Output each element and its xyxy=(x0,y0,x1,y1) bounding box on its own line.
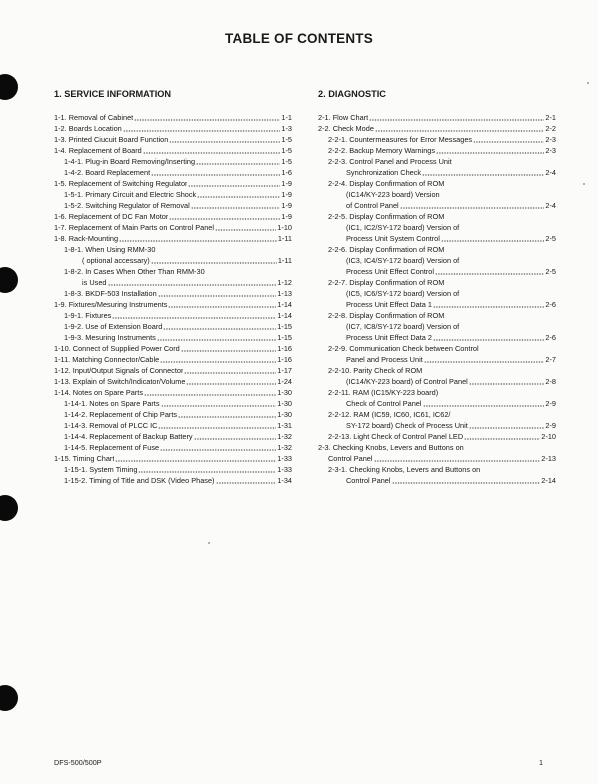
punch-hole xyxy=(0,495,18,521)
dot-leader xyxy=(178,416,276,418)
toc-entry-line[interactable]: 2-2-11. RAM (IC15/KY-223 board) xyxy=(328,388,439,397)
toc-entry[interactable] xyxy=(318,398,556,409)
toc-entry-page: 2-9 xyxy=(545,421,556,430)
toc-entry[interactable] xyxy=(318,112,556,123)
toc-entry[interactable] xyxy=(318,332,556,343)
toc-entry-label: 1-4. Replacement of Board xyxy=(54,146,142,155)
dot-leader xyxy=(115,460,276,462)
toc-entry-page: 1-9 xyxy=(281,190,292,199)
footer-page-number: 1 xyxy=(539,758,543,767)
dot-leader xyxy=(163,328,276,330)
toc-entry[interactable] xyxy=(54,442,292,453)
toc-entry[interactable] xyxy=(54,387,292,398)
dot-leader xyxy=(422,174,544,176)
toc-entry-page: 2-7 xyxy=(545,355,556,364)
toc-entry[interactable] xyxy=(54,321,292,332)
toc-entry[interactable] xyxy=(54,134,292,145)
toc-entry-line[interactable]: (IC1, IC2/SY-172 board) Version of xyxy=(346,223,460,232)
toc-entry-label: 1-14-2. Replacement of Chip Parts xyxy=(64,410,178,419)
toc-entry[interactable] xyxy=(318,376,556,387)
toc-entry-label: 1-14-1. Notes on Spare Parts xyxy=(64,399,160,408)
toc-entry[interactable] xyxy=(318,453,556,464)
toc-entry-label: Process Unit Effect Control xyxy=(346,267,435,276)
dot-leader xyxy=(158,295,277,297)
toc-entry-label: 1-5-2. Switching Regulator of Removal xyxy=(64,201,190,210)
dot-leader xyxy=(400,207,545,209)
dot-leader xyxy=(197,196,280,198)
toc-entry-page: 1-15 xyxy=(277,333,292,342)
toc-entry[interactable] xyxy=(54,343,292,354)
toc-entry-label: 1-5. Replacement of Switching Regulator xyxy=(54,179,188,188)
dot-leader xyxy=(464,438,540,440)
toc-entry-page: 1-30 xyxy=(277,399,292,408)
toc-entry-page: 1-17 xyxy=(277,366,292,375)
toc-entry-page: 1-12 xyxy=(277,278,292,287)
toc-entry[interactable] xyxy=(54,233,292,244)
toc-entry-label: Control Panel xyxy=(328,454,373,463)
toc-entry-line[interactable]: 2-2-10. Parity Check of ROM xyxy=(328,366,423,375)
dot-leader xyxy=(191,207,281,209)
toc-entry-page: 2-5 xyxy=(545,267,556,276)
dot-leader xyxy=(374,460,541,462)
dot-leader xyxy=(119,240,277,242)
dot-leader xyxy=(441,240,545,242)
toc-entry[interactable] xyxy=(54,255,292,266)
toc-entry-page: 1-15 xyxy=(277,322,292,331)
toc-entry[interactable] xyxy=(54,420,292,431)
toc-entry-label: 1-3. Printed Ciucuit Board Function xyxy=(54,135,169,144)
toc-entry-page: 2-4 xyxy=(545,168,556,177)
toc-entry-label: 1-9-3. Mesuring Instruments xyxy=(64,333,156,342)
toc-entry-label: 1-13. Explain of Switch/Indicator/Volume xyxy=(54,377,186,386)
toc-entry-page: 1-16 xyxy=(277,355,292,364)
toc-entry-page: 1-5 xyxy=(281,135,292,144)
toc-entry-label: Synchronization Check xyxy=(346,168,422,177)
toc-entry[interactable] xyxy=(54,167,292,178)
scan-speck xyxy=(583,183,585,185)
toc-entry-label: 1-14-4. Replacement of Backup Battery xyxy=(64,432,193,441)
toc-column-diagnostic xyxy=(318,88,556,486)
toc-entry[interactable] xyxy=(54,123,292,134)
toc-entry[interactable] xyxy=(318,123,556,134)
dot-leader xyxy=(160,361,276,363)
toc-entry-label: 1-2. Boards Location xyxy=(54,124,122,133)
dot-leader xyxy=(469,383,545,385)
toc-entry[interactable] xyxy=(318,475,556,486)
toc-entry-page: 1-34 xyxy=(277,476,292,485)
toc-entry-page: 1-9 xyxy=(281,212,292,221)
dot-leader xyxy=(469,427,545,429)
toc-entry-label: 1-4-1. Plug-in Board Removing/Inserting xyxy=(64,157,196,166)
toc-entry-line[interactable]: (IC14/KY-223 board) Version xyxy=(346,190,440,199)
toc-entry[interactable] xyxy=(54,211,292,222)
toc-entry-page: 1-5 xyxy=(281,146,292,155)
dot-leader xyxy=(435,273,544,275)
dot-leader xyxy=(144,394,276,396)
toc-entry-page: 1-9 xyxy=(281,201,292,210)
toc-entry-page: 1-3 xyxy=(281,124,292,133)
toc-entry-label: 1-6. Replacement of DC Fan Motor xyxy=(54,212,169,221)
dot-leader xyxy=(436,152,544,154)
toc-entry-line[interactable]: 2-3-1. Checking Knobs, Levers and Buttons on xyxy=(328,465,481,474)
toc-entry-page: 1-11 xyxy=(277,256,292,265)
toc-entry[interactable] xyxy=(318,420,556,431)
toc-entry-line[interactable]: 2-2-5. Display Confirmation of ROM xyxy=(328,212,445,221)
toc-entry[interactable] xyxy=(54,398,292,409)
toc-entry[interactable] xyxy=(318,200,556,211)
toc-entry-page: 2-10 xyxy=(541,432,556,441)
dot-leader xyxy=(473,141,544,143)
toc-entry-page: 2-3 xyxy=(545,146,556,155)
toc-entry[interactable] xyxy=(318,134,556,145)
dot-leader xyxy=(157,339,276,341)
toc-entry-label: Process Unit Effect Data 2 xyxy=(346,333,432,342)
dot-leader xyxy=(169,141,280,143)
toc-list-right xyxy=(318,112,556,486)
toc-entry[interactable] xyxy=(318,145,556,156)
toc-entry[interactable] xyxy=(318,233,556,244)
toc-entry-page: 1-5 xyxy=(281,157,292,166)
toc-entry[interactable] xyxy=(54,453,292,464)
toc-entry-label: 1-7. Replacement of Main Parts on Control Panel xyxy=(54,223,215,232)
dot-leader xyxy=(143,152,281,154)
toc-entry-page: 1-1 xyxy=(281,113,292,122)
toc-entry-label: 2-2-2. Backup Memory Warnings xyxy=(328,146,436,155)
toc-entry-label: of Control Panel xyxy=(346,201,399,210)
toc-entry-line[interactable]: 2-2-7. Display Confirmation of ROM xyxy=(328,278,445,287)
toc-entry-label: 1-9. Fixtures/Mesuring Instruments xyxy=(54,300,168,309)
toc-entry-line[interactable]: 1-8-1. When Using RMM-30 xyxy=(64,245,156,254)
toc-entry-line[interactable]: 2-3. Checking Knobs, Levers and Buttons on xyxy=(318,443,464,452)
toc-entry-label: 1-15-2. Timing of Title and DSK (Video Phase) xyxy=(64,476,215,485)
toc-entry-page: 1-9 xyxy=(281,179,292,188)
punch-hole xyxy=(0,267,18,293)
toc-entry[interactable] xyxy=(54,200,292,211)
toc-entry-page: 1-33 xyxy=(277,465,292,474)
toc-entry-label: 1-4-2. Board Replacement xyxy=(64,168,151,177)
toc-entry-label: 2-2-13. Light Check of Control Panel LED xyxy=(328,432,464,441)
toc-entry-label: (IC14/KY-223 board) of Control Panel xyxy=(346,377,468,386)
dot-leader xyxy=(186,383,276,385)
toc-entry-label: 1-12. Input/Output Signals of Connector xyxy=(54,366,184,375)
footer-model: DFS-500/500P xyxy=(54,758,102,767)
toc-entry[interactable] xyxy=(54,354,292,365)
dot-leader xyxy=(108,284,277,286)
toc-entry[interactable] xyxy=(54,156,292,167)
toc-entry[interactable] xyxy=(54,222,292,233)
toc-entry[interactable] xyxy=(54,332,292,343)
toc-entry-page: 2-8 xyxy=(545,377,556,386)
toc-entry-page: 1-14 xyxy=(277,311,292,320)
toc-entry-label: 1-14. Notes on Spare Parts xyxy=(54,388,143,397)
dot-leader xyxy=(392,482,541,484)
toc-entry-page: 2-3 xyxy=(545,135,556,144)
toc-entry-line[interactable]: (IC3, IC4/SY-172 board) Version of xyxy=(346,256,460,265)
toc-entry-page: 1-33 xyxy=(277,454,292,463)
toc-entry-label: SY-172 board) Check of Process Unit xyxy=(346,421,468,430)
toc-entry-page: 1-11 xyxy=(277,234,292,243)
toc-entry-page: 1-32 xyxy=(277,443,292,452)
toc-entry[interactable] xyxy=(54,145,292,156)
toc-entry-label: 1-8-3. BKDF-503 Installation xyxy=(64,289,157,298)
toc-entry-page: 1-14 xyxy=(277,300,292,309)
toc-list-left xyxy=(54,112,292,486)
toc-entry[interactable] xyxy=(54,288,292,299)
toc-entry-label: 1-5-1. Primary Circuit and Electric Shock xyxy=(64,190,197,199)
dot-leader xyxy=(160,449,276,451)
dot-leader xyxy=(123,130,281,132)
toc-entry-label: 1-9-1. Fixtures xyxy=(64,311,112,320)
toc-entry-label: 2-1. Flow Chart xyxy=(318,113,369,122)
toc-entry-page: 1-16 xyxy=(277,344,292,353)
toc-entry[interactable] xyxy=(318,167,556,178)
toc-entry[interactable] xyxy=(54,112,292,123)
toc-entry-page: 1-10 xyxy=(277,223,292,232)
toc-entry-label: 1-14-5. Replacement of Fuse xyxy=(64,443,160,452)
dot-leader xyxy=(215,229,276,231)
toc-entry-line[interactable]: 2-2-8. Display Confirmation of ROM xyxy=(328,311,445,320)
dot-leader xyxy=(188,185,280,187)
section-heading-diagnostic: 2. DIAGNOSTIC xyxy=(318,89,386,99)
toc-entry-label: Check of Control Panel xyxy=(346,399,422,408)
dot-leader xyxy=(184,372,276,374)
toc-entry-page: 2-4 xyxy=(545,201,556,210)
dot-leader xyxy=(375,130,544,132)
dot-leader xyxy=(181,350,277,352)
toc-entry-line[interactable]: (IC7, IC8/SY-172 board) Version of xyxy=(346,322,460,331)
dot-leader xyxy=(169,218,280,220)
toc-entry[interactable] xyxy=(318,266,556,277)
toc-entry[interactable] xyxy=(54,475,292,486)
scan-speck xyxy=(208,542,210,544)
toc-entry[interactable] xyxy=(54,299,292,310)
toc-entry-label: ( optional accessary) xyxy=(82,256,150,265)
dot-leader xyxy=(433,339,544,341)
section-heading-service-information: 1. SERVICE INFORMATION xyxy=(54,89,172,99)
toc-column-service-information xyxy=(54,88,292,486)
toc-entry-label: Panel and Process Unit xyxy=(346,355,423,364)
toc-entry-label: 1-14-3. Removal of PLCC IC xyxy=(64,421,158,430)
dot-leader xyxy=(151,174,280,176)
toc-entry[interactable] xyxy=(54,409,292,420)
toc-entry-line[interactable]: 2-2-9. Communication Check between Control xyxy=(328,344,479,353)
toc-entry-label: Control Panel xyxy=(346,476,391,485)
toc-entry[interactable] xyxy=(318,299,556,310)
toc-entry-label: 1-10. Connect of Supplied Power Cord xyxy=(54,344,180,353)
toc-entry[interactable] xyxy=(54,310,292,321)
toc-entry-page: 1-31 xyxy=(277,421,292,430)
toc-entry-page: 2-9 xyxy=(545,399,556,408)
toc-entry-line[interactable]: 2-2-12. RAM (IC59, IC60, IC61, IC62/ xyxy=(328,410,451,419)
dot-leader xyxy=(196,163,280,165)
dot-leader xyxy=(151,262,277,264)
toc-entry[interactable] xyxy=(54,277,292,288)
toc-entry-label: is Used xyxy=(82,278,107,287)
toc-entry-page: 1-32 xyxy=(277,432,292,441)
toc-entry[interactable] xyxy=(54,365,292,376)
dot-leader xyxy=(423,405,545,407)
toc-entry-line[interactable]: 2-2-6. Display Confirmation of ROM xyxy=(328,245,445,254)
toc-entry-page: 1-30 xyxy=(277,388,292,397)
dot-leader xyxy=(433,306,544,308)
toc-entry-label: Process Unit Effect Data 1 xyxy=(346,300,432,309)
dot-leader xyxy=(369,119,544,121)
toc-entry-page: 2-13 xyxy=(541,454,556,463)
toc-entry-label: 2-2-1. Countermeasures for Error Messages xyxy=(328,135,473,144)
toc-entry-page: 1-6 xyxy=(281,168,292,177)
toc-entry-label: 1-15-1. System Timing xyxy=(64,465,138,474)
toc-entry-page: 2-5 xyxy=(545,234,556,243)
toc-entry-page: 2-6 xyxy=(545,333,556,342)
toc-entry[interactable] xyxy=(318,354,556,365)
toc-entry[interactable] xyxy=(54,189,292,200)
toc-entry-line[interactable]: (IC5, IC6/SY-172 board) Version of xyxy=(346,289,460,298)
dot-leader xyxy=(134,119,280,121)
scan-speck xyxy=(587,82,589,84)
toc-entry[interactable] xyxy=(54,376,292,387)
dot-leader xyxy=(112,317,276,319)
toc-entry-line[interactable]: 2-2-4. Display Confirmation of ROM xyxy=(328,179,445,188)
dot-leader xyxy=(168,306,276,308)
toc-entry-page: 2-2 xyxy=(545,124,556,133)
toc-entry[interactable] xyxy=(54,431,292,442)
dot-leader xyxy=(216,482,277,484)
toc-entry-page: 1-24 xyxy=(277,377,292,386)
toc-entry-page: 1-30 xyxy=(277,410,292,419)
dot-leader xyxy=(161,405,277,407)
punch-hole xyxy=(0,685,18,711)
toc-entry-page: 1-13 xyxy=(277,289,292,298)
page-title: TABLE OF CONTENTS xyxy=(225,31,373,46)
toc-entry-line[interactable]: 2-2-3. Control Panel and Process Unit xyxy=(328,157,452,166)
dot-leader xyxy=(138,471,276,473)
toc-entry[interactable] xyxy=(54,178,292,189)
toc-entry-page: 2-14 xyxy=(541,476,556,485)
dot-leader xyxy=(194,438,277,440)
toc-entry[interactable] xyxy=(54,464,292,475)
dot-leader xyxy=(424,361,545,363)
punch-hole xyxy=(0,74,18,100)
toc-entry-label: 1-11. Matching Connector/Cable xyxy=(54,355,160,364)
toc-entry-label: 1-9-2. Use of Extension Board xyxy=(64,322,163,331)
toc-entry-line[interactable]: 1-8-2. In Cases When Other Than RMM-30 xyxy=(64,267,205,276)
toc-entry-page: 2-1 xyxy=(545,113,556,122)
toc-entry-label: 2-2. Check Mode xyxy=(318,124,374,133)
toc-entry[interactable] xyxy=(318,431,556,442)
dot-leader xyxy=(158,427,276,429)
toc-entry-label: 1-8. Rack-Mounting xyxy=(54,234,119,243)
toc-entry-label: Process Unit System Control xyxy=(346,234,440,243)
toc-entry-page: 2-6 xyxy=(545,300,556,309)
toc-entry-label: 1-15. Timing Chart xyxy=(54,454,115,463)
toc-entry-label: 1-1. Removal of Cabinet xyxy=(54,113,134,122)
